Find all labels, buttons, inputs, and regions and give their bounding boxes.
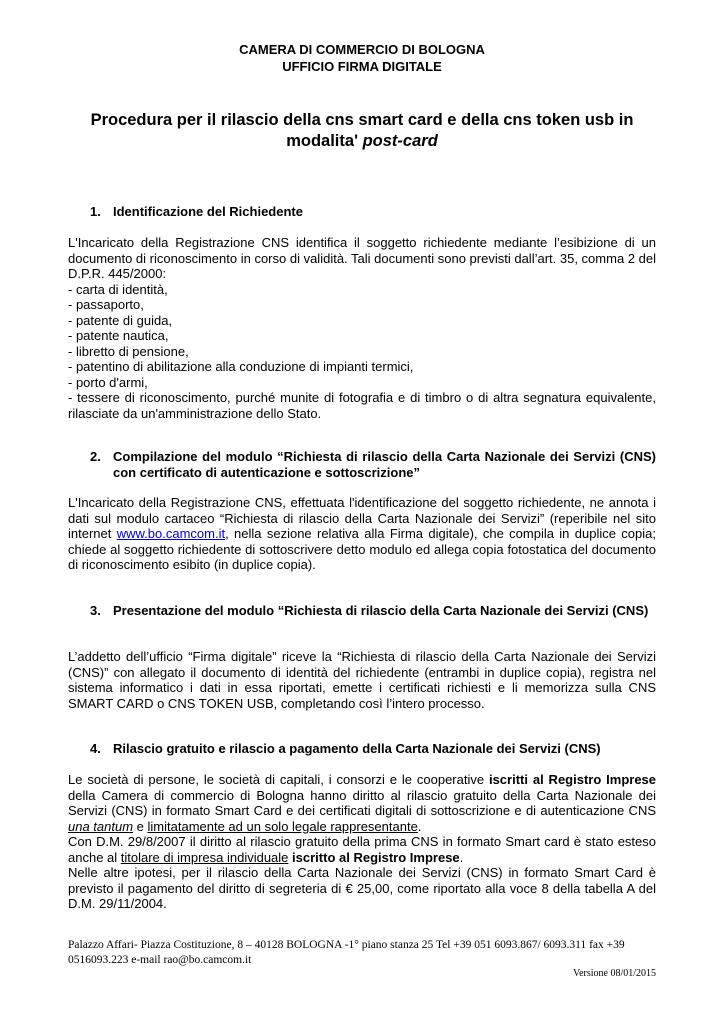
section-4-body [68, 772, 656, 912]
section-1-intro: L'Incaricato della Registrazione CNS identifica il soggetto richiedente mediante l’esibizione di un documento di riconoscimento in corso di validità. Tali documenti sono previsti dall’art. 35, comma 2 del D.P.R. 445/2000: [68, 235, 656, 281]
header-organization: CAMERA DI COMMERCIO DI BOLOGNA [239, 42, 485, 57]
text-run-italic-underline: una tantum [68, 818, 134, 834]
text-run: Le società di persone, le società di capitali, i consorzi e le cooperative [68, 772, 489, 787]
list-item: - patentino di abilitazione alla conduzione di impianti termici, [68, 359, 414, 374]
list-item: - patente di guida, [68, 312, 173, 328]
section-2-heading [90, 449, 656, 481]
section-number: 2. [90, 449, 101, 464]
section-title: Rilascio gratuito e rilascio a pagamento della Carta Nazionale dei Servizi (CNS) [113, 741, 601, 756]
section-2-body [68, 495, 656, 573]
section-3-heading [90, 603, 656, 619]
text-run: della Camera di commercio di Bologna hanno diritto al rilascio gratuito della Carta Nazionale dei Servizi (CNS) in formato Smart Card e dei certificati digitali di sottoscrizione e di autenticazione CNS [68, 787, 656, 818]
section-1-heading [90, 204, 656, 220]
section-2-text-before: L'Incaricato della Registrazione CNS, effettuata l'identificazione del soggetto richiedente, ne annota i dati sul modulo cartaceo “Richiesta di rilascio della Carta Nazionale dei Servizi” (reperibile nel sito internet [68, 495, 656, 541]
section-2-text-after: , nella sezione relativa alla Firma digitale), che compila in duplice copia; chiede al soggetto richiedente di sottoscrivere detto modulo ed allega copia fotostatica del documento di riconoscimento esibito (in duplice copia). [68, 526, 656, 572]
section-title: Presentazione del modulo “Richiesta di rilascio della Carta Nazionale dei Servizi (CNS) [113, 603, 649, 618]
section-4-paragraph-2 [68, 834, 656, 865]
section-number: 3. [90, 603, 101, 618]
text-run: e [133, 818, 148, 834]
text-run-bold: iscritto al Registro Imprese [292, 849, 460, 865]
list-item: - libretto di pensione, [68, 343, 189, 359]
section-4-paragraph-1 [68, 772, 656, 834]
text-run-bold: iscritti al Registro Imprese [488, 772, 657, 787]
document-version: Versione 08/01/2015 [572, 968, 656, 979]
list-item: - passaporto, [68, 297, 144, 312]
section-3-body [68, 649, 656, 711]
text-run: . [417, 818, 422, 834]
section-4-paragraph-3: Nelle altre ipotesi, per il rilascio della Carta Nazionale dei Servizi (CNS) in formato Smart Card è previsto il pagamento del diritto di segreteria di € 25,00, come riportato alla voce 8 della tabella A del D.M. 29/11/2004. [68, 865, 656, 911]
section-1-body [68, 235, 656, 421]
document-title [60, 110, 664, 152]
text-run: . [459, 849, 464, 865]
header-office: UFFICIO FIRMA DIGITALE [282, 59, 442, 74]
title-main: Procedura per il rilascio della cns smart card e della cns token usb in modalita' [90, 111, 634, 150]
list-item: - patente nautica, [68, 328, 169, 343]
section-4-heading [90, 741, 656, 757]
section-title: Identificazione del Richiedente [113, 204, 303, 219]
title-italic: post-card [362, 132, 438, 150]
section-2-paragraph [68, 495, 656, 573]
list-item: - porto d'armi, [68, 374, 148, 390]
section-3-paragraph: L’addetto dell’ufficio “Firma digitale” riceve la “Richiesta di rilascio della Carta Nazionale dei Servizi (CNS)” con allegato il documento di identità del richiedente (entrambi in duplice copia), registra nel sistema informatico i dati in essa riportati, emette i certificati richiesti e li memorizza sulla CNS SMART CARD o CNS TOKEN USB, completando così l’intero processo. [68, 649, 656, 711]
list-item: - carta di identità, [68, 281, 168, 297]
footer-address: Palazzo Affari- Piazza Costituzione, 8 – 40128 BOLOGNA -1° piano stanza 25 Tel +39 051 6093.867/ 6093.311 fax +39 0516093.223 e-mail rao@bo.camcom.it [68, 939, 625, 966]
list-item: - tessere di riconoscimento, purché munite di fotografia e di timbro o di altra segnatura equivalente, rilasciate da un'amministrazione dello Stato. [68, 390, 656, 421]
text-run-underline: titolare di impresa individuale [120, 849, 289, 865]
text-run: Con D.M. 29/8/2007 il diritto al rilascio gratuito della prima CNS in formato Smart card è stato esteso anche al [68, 834, 656, 865]
section-number: 1. [90, 204, 101, 219]
document-list [68, 282, 656, 422]
text-run-underline: limitatamente ad un solo legale rappresentante [147, 818, 418, 834]
camcom-website-link[interactable]: www.bo.camcom.it [116, 526, 226, 541]
section-title: Compilazione del modulo “Richiesta di rilascio della Carta Nazionale dei Servizi (CNS) con certificato di autenticazione e sottoscrizione” [113, 449, 656, 480]
section-number: 4. [90, 741, 101, 756]
